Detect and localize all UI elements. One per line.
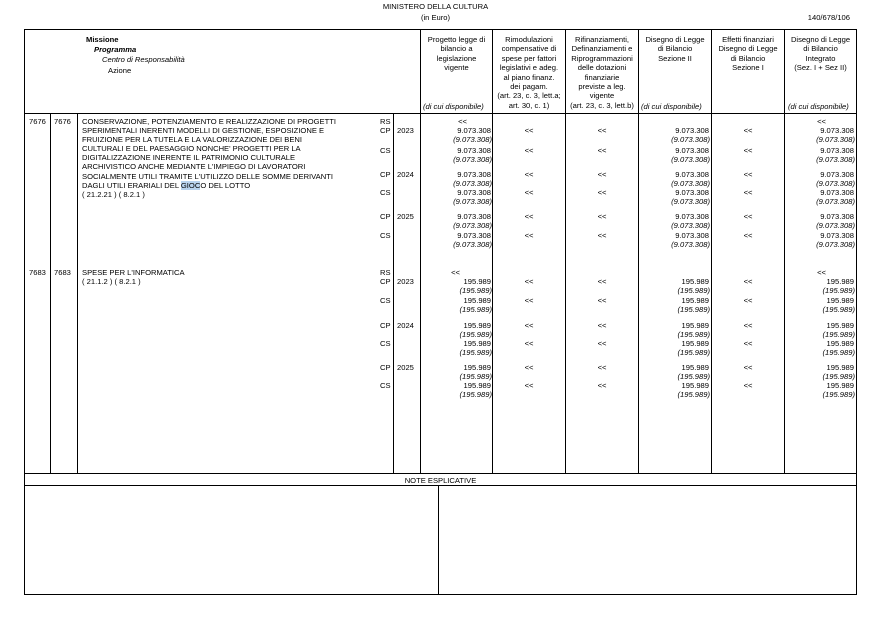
cs-disp-value: (195.989): [459, 348, 492, 357]
cp-label: CP: [380, 126, 391, 135]
s2-cp-disp-value: (9.073.308): [671, 179, 710, 188]
rif-marker: <<: [597, 296, 607, 305]
programma-label: Programma: [94, 45, 137, 54]
rim-marker: <<: [524, 170, 534, 179]
s2-cs-disp-value: (195.989): [677, 305, 710, 314]
cs-value: 9.073.308: [457, 146, 491, 155]
int-cs-disp-value: (195.989): [822, 348, 855, 357]
rim-marker: <<: [524, 212, 534, 221]
ministry-title: MINISTERO DELLA CULTURA: [382, 2, 489, 11]
centro-label: Centro di Responsabilità: [102, 55, 185, 64]
rim-marker: <<: [524, 188, 534, 197]
year-label: 2023: [397, 126, 414, 135]
col-integrato-header: Disegno di Legge di Bilancio Integrato (Sez. I + Sez II): [790, 35, 851, 73]
cs-label: CS: [380, 381, 391, 390]
page-reference: 140/678/106: [807, 13, 850, 22]
col-sezione-ii-header: Disegno di Legge di Bilancio Sezione II: [645, 35, 705, 63]
eff-marker: <<: [743, 126, 753, 135]
s2-cp-disp-value: (195.989): [677, 330, 710, 339]
cs-label: CS: [380, 188, 391, 197]
rs-integrated-marker: <<: [817, 268, 826, 277]
cs-value: 9.073.308: [457, 231, 491, 240]
s2-cs-value: 195.989: [681, 381, 709, 390]
di-cui-label: (di cui disponibile): [788, 102, 849, 111]
rim-marker: <<: [524, 126, 534, 135]
cp-disp-value: (195.989): [459, 286, 492, 295]
azione-label: Azione: [108, 66, 132, 75]
rim-marker: <<: [524, 381, 534, 390]
cp-label: CP: [380, 277, 391, 286]
rif-marker: <<: [597, 277, 607, 286]
eff-marker: <<: [743, 170, 753, 179]
year-label: 2025: [397, 363, 414, 372]
notes-right-area: [439, 486, 855, 593]
rs-label: RS: [380, 268, 391, 277]
rif-marker: <<: [597, 146, 607, 155]
currency-note: (in Euro): [420, 13, 451, 22]
s2-cp-value: 9.073.308: [675, 126, 709, 135]
int-cs-value: 195.989: [826, 296, 854, 305]
cp-value: 195.989: [463, 363, 491, 372]
cp-value: 195.989: [463, 277, 491, 286]
col-progetto-legge-header: Progetto legge di bilancio a legislazione vigente: [427, 35, 486, 73]
di-cui-label: (di cui disponibile): [423, 102, 484, 111]
year-label: 2025: [397, 212, 414, 221]
s2-cs-value: 9.073.308: [675, 231, 709, 240]
cs-value: 9.073.308: [457, 188, 491, 197]
int-cp-value: 9.073.308: [820, 212, 854, 221]
s2-cp-disp-value: (195.989): [677, 372, 710, 381]
cp-disp-value: (9.073.308): [453, 179, 492, 188]
int-cs-value: 9.073.308: [820, 188, 854, 197]
int-cp-value: 195.989: [826, 277, 854, 286]
year-label: 2024: [397, 170, 414, 179]
rim-marker: <<: [524, 339, 534, 348]
int-cp-value: 9.073.308: [820, 170, 854, 179]
cp-value: 9.073.308: [457, 212, 491, 221]
int-cp-disp-value: (9.073.308): [816, 179, 855, 188]
rim-marker: <<: [524, 146, 534, 155]
eff-marker: <<: [743, 321, 753, 330]
s2-cs-value: 9.073.308: [675, 146, 709, 155]
int-cp-value: 9.073.308: [820, 126, 854, 135]
int-cs-value: 195.989: [826, 339, 854, 348]
s2-cs-value: 9.073.308: [675, 188, 709, 197]
di-cui-label: (di cui disponibile): [641, 102, 702, 111]
cs-label: CS: [380, 146, 391, 155]
rif-marker: <<: [597, 212, 607, 221]
cp-disp-value: (9.073.308): [453, 135, 492, 144]
int-cs-value: 9.073.308: [820, 146, 854, 155]
chapter-code: 7683: [29, 268, 46, 277]
eff-marker: <<: [743, 188, 753, 197]
cp-label: CP: [380, 212, 391, 221]
s2-cp-value: 195.989: [681, 277, 709, 286]
cs-label: CS: [380, 231, 391, 240]
cp-label: CP: [380, 321, 391, 330]
int-cp-disp-value: (195.989): [822, 372, 855, 381]
chapter-code: 7676: [29, 117, 46, 126]
rim-marker: <<: [524, 296, 534, 305]
rim-marker: <<: [524, 321, 534, 330]
s2-cp-value: 9.073.308: [675, 212, 709, 221]
rif-marker: <<: [597, 231, 607, 240]
s2-cp-disp-value: (9.073.308): [671, 135, 710, 144]
eff-marker: <<: [743, 381, 753, 390]
cp-value: 195.989: [463, 321, 491, 330]
rif-marker: <<: [597, 339, 607, 348]
rim-marker: <<: [524, 363, 534, 372]
cs-disp-value: (9.073.308): [453, 155, 492, 164]
int-cs-disp-value: (9.073.308): [816, 197, 855, 206]
notes-left-area: [25, 486, 437, 593]
chapter-description: SPESE PER L'INFORMATICA ( 21.1.2 ) ( 8.2.1 ): [82, 268, 185, 287]
col-rifinanziamenti-header: Rifinanziamenti, Definanziamenti e Riprogrammazioni delle dotazioni finanziarie previste a leg. vigente (art. 23, c. 3, lett.b): [570, 35, 634, 110]
cs-label: CS: [380, 296, 391, 305]
s2-cp-value: 195.989: [681, 321, 709, 330]
year-label: 2024: [397, 321, 414, 330]
s2-cs-disp-value: (195.989): [677, 390, 710, 399]
eff-marker: <<: [743, 363, 753, 372]
int-cp-value: 195.989: [826, 321, 854, 330]
int-cs-value: 195.989: [826, 381, 854, 390]
int-cs-disp-value: (195.989): [822, 305, 855, 314]
rim-marker: <<: [524, 231, 534, 240]
s2-cs-value: 195.989: [681, 339, 709, 348]
s2-cp-disp-value: (9.073.308): [671, 221, 710, 230]
cs-disp-value: (9.073.308): [453, 240, 492, 249]
cs-label: CS: [380, 339, 391, 348]
cp-value: 9.073.308: [457, 170, 491, 179]
cp-value: 9.073.308: [457, 126, 491, 135]
eff-marker: <<: [743, 296, 753, 305]
int-cs-disp-value: (9.073.308): [816, 240, 855, 249]
rif-marker: <<: [597, 363, 607, 372]
s2-cs-disp-value: (9.073.308): [671, 155, 710, 164]
cs-disp-value: (9.073.308): [453, 197, 492, 206]
eff-marker: <<: [743, 231, 753, 240]
s2-cs-disp-value: (195.989): [677, 348, 710, 357]
cs-disp-value: (195.989): [459, 305, 492, 314]
cs-disp-value: (195.989): [459, 390, 492, 399]
int-cp-value: 195.989: [826, 363, 854, 372]
rim-marker: <<: [524, 277, 534, 286]
int-cp-disp-value: (195.989): [822, 330, 855, 339]
int-cs-disp-value: (195.989): [822, 390, 855, 399]
notes-title: NOTE ESPLICATIVE: [404, 476, 477, 485]
s2-cp-disp-value: (195.989): [677, 286, 710, 295]
rs-label: RS: [380, 117, 391, 126]
col-effetti-sezione-i-header: Effetti finanziari Disegno di Legge di Bilancio Sezione I: [718, 35, 778, 73]
rif-marker: <<: [597, 170, 607, 179]
cs-value: 195.989: [463, 381, 491, 390]
s2-cp-value: 9.073.308: [675, 170, 709, 179]
rif-marker: <<: [597, 188, 607, 197]
int-cp-disp-value: (195.989): [822, 286, 855, 295]
rif-marker: <<: [597, 126, 607, 135]
s2-cp-value: 195.989: [681, 363, 709, 372]
s2-cs-disp-value: (9.073.308): [671, 240, 710, 249]
chapter-code: 7683: [54, 268, 71, 277]
year-label: 2023: [397, 277, 414, 286]
chapter-code: 7676: [54, 117, 71, 126]
rs-marker: <<: [451, 268, 460, 277]
s2-cs-value: 195.989: [681, 296, 709, 305]
int-cs-disp-value: (9.073.308): [816, 155, 855, 164]
cp-disp-value: (195.989): [459, 372, 492, 381]
eff-marker: <<: [743, 339, 753, 348]
eff-marker: <<: [743, 277, 753, 286]
cp-label: CP: [380, 363, 391, 372]
cp-disp-value: (195.989): [459, 330, 492, 339]
int-cp-disp-value: (9.073.308): [816, 221, 855, 230]
rif-marker: <<: [597, 321, 607, 330]
selected-text: GIOC: [180, 180, 201, 190]
int-cp-disp-value: (9.073.308): [816, 135, 855, 144]
mission-label: Missione: [86, 35, 119, 44]
cs-value: 195.989: [463, 296, 491, 305]
cp-disp-value: (9.073.308): [453, 221, 492, 230]
s2-cs-disp-value: (9.073.308): [671, 197, 710, 206]
int-cs-value: 9.073.308: [820, 231, 854, 240]
rs-marker: <<: [458, 117, 467, 126]
chapter-description: CONSERVAZIONE, POTENZIAMENTO E REALIZZAZIONE DI PROGETTI SPERIMENTALI INERENTI MODELLI DI GESTIONE, ESPOSIZIONE E FRUIZIONE PER LA TUTELA E LA VALORIZZAZIONE DEI BENI CULTURALI E DEL PAESAGGIO NONCHE' PROGETTI PER LA DIGITALIZZAZIONE INERENTE IL PATRIMONIO CULTURALE ARCHIVISTICO ANCHE MEDIANTE L'IMPIEGO DI LAVORATORI SOCIALMENTE UTILI TRAMITE L'UTILIZZO DELLE SOMME DERIVANTI DAGLI UTILI ERARIALI DEL GIOCO DEL LOTTO ( 21.2.21 ) ( 8.2.1 ): [82, 117, 337, 199]
cs-value: 195.989: [463, 339, 491, 348]
col-rimodulazioni-header: Rimodulazioni compensative di spese per fattori legislativi e adeg. al piano finanz. dei pagam. (art. 23, c. 3, lett.a; art. 30, c. 1): [497, 35, 561, 110]
rs-integrated-marker: <<: [817, 117, 826, 126]
rif-marker: <<: [597, 381, 607, 390]
eff-marker: <<: [743, 212, 753, 221]
eff-marker: <<: [743, 146, 753, 155]
cp-label: CP: [380, 170, 391, 179]
